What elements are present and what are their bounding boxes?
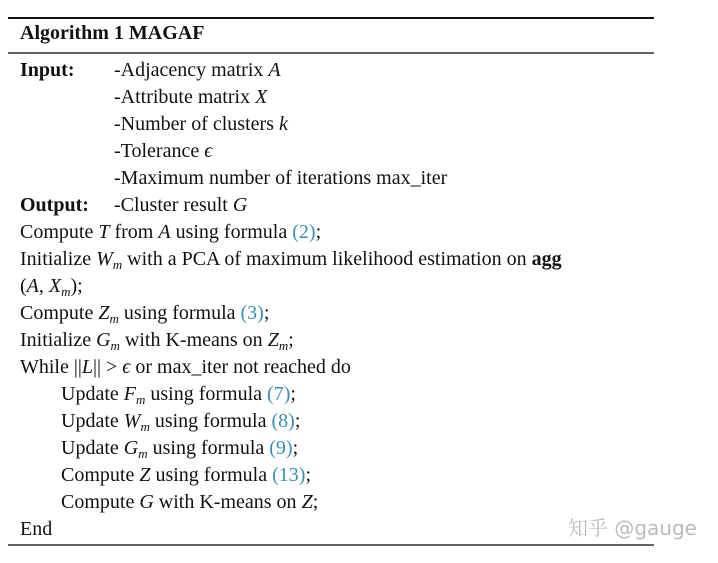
- formula-ref-link[interactable]: (7): [267, 383, 291, 405]
- step: While ||L|| > ϵ or max_iter not reached do: [20, 356, 351, 378]
- step: Update $F_m$ using formula (7);: [61, 383, 296, 407]
- input-item: -Adjacency matrix A: [114, 59, 281, 81]
- step: Compute G with K-means on Z;: [61, 491, 319, 513]
- formula-ref-link[interactable]: (3): [240, 302, 264, 324]
- formula-ref-link[interactable]: (9): [269, 437, 293, 459]
- top-rule: [8, 17, 654, 19]
- input-label: Input:: [20, 59, 75, 81]
- input-item: -Number of clusters k: [114, 113, 288, 135]
- input-item: -Attribute matrix X: [114, 86, 268, 108]
- algorithm-title: Algorithm 1 MAGAF: [20, 22, 205, 44]
- header-rule: [8, 52, 654, 54]
- step: Update $G_m$ using formula (9);: [61, 437, 299, 461]
- step: Update $W_m$ using formula (8);: [61, 410, 301, 434]
- output-label: Output:: [20, 194, 89, 216]
- step: Initialize $W_m$ with a PCA of maximum likelihood estimation on agg: [20, 248, 562, 272]
- step: Compute T from A using formula (2);: [20, 221, 322, 243]
- formula-ref-link[interactable]: (8): [271, 410, 295, 432]
- formula-ref-link[interactable]: (2): [292, 221, 316, 243]
- step: Compute $Z_m$ using formula (3);: [20, 302, 270, 326]
- step-end: End: [20, 518, 53, 540]
- input-item: -Tolerance ϵ: [114, 140, 213, 162]
- output-item: -Cluster result G: [114, 194, 248, 216]
- step: Compute Z using formula (13);: [61, 464, 312, 486]
- watermark: 知乎 @gauge: [568, 516, 697, 540]
- step: (A, $X_m$);: [20, 275, 83, 299]
- input-item: -Maximum number of iterations max_iter: [114, 167, 448, 189]
- bottom-rule: [8, 544, 654, 546]
- step: Initialize $G_m$ with K-means on $Z_m$;: [20, 329, 294, 353]
- formula-ref-link[interactable]: (13): [272, 464, 306, 486]
